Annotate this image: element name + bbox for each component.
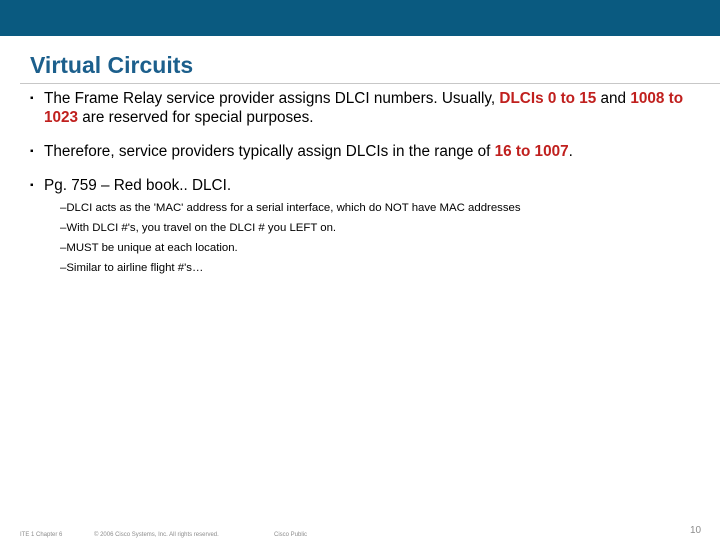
- footer-course: ITE 1 Chapter 6: [20, 532, 63, 538]
- footer-copyright: © 2006 Cisco Systems, Inc. All rights reserved.: [94, 532, 219, 538]
- sub-bullet-item: –With DLCI #'s, you travel on the DLCI # you LEFT on.: [60, 222, 337, 234]
- bullet-text: The Frame Relay service provider assigns DLCI numbers. Usually, DLCIs 0 to 15 and 1008 to 1023 are reserved for special purposes.: [44, 90, 684, 126]
- bullet-marker-icon: ▪: [30, 93, 34, 104]
- sub-bullet-item: –DLCI acts as the 'MAC' address for a serial interface, which do NOT have MAC addresses: [60, 202, 521, 214]
- slide-footer: [0, 525, 720, 540]
- page-number: 10: [690, 525, 702, 536]
- bullet-marker-icon: ▪: [30, 146, 34, 157]
- bullet-item: [30, 176, 710, 278]
- bullet-text: Therefore, service providers typically assign DLCIs in the range of 16 to 1007.: [44, 143, 573, 160]
- footer-classification: Cisco Public: [274, 532, 308, 538]
- bullet-marker-icon: ▪: [30, 180, 34, 191]
- slide-title: Virtual Circuits: [30, 52, 194, 78]
- bullet-item: [30, 89, 710, 127]
- sub-bullet-item: –MUST be unique at each location.: [60, 242, 238, 254]
- bullet-item: [30, 142, 710, 161]
- title-divider: [20, 83, 720, 84]
- bullet-list: [30, 89, 710, 293]
- sub-bullet-list: [44, 198, 710, 278]
- sub-bullet-item: –Similar to airline flight #'s…: [60, 262, 204, 274]
- top-banner: [0, 0, 720, 36]
- bullet-text: Pg. 759 – Red book.. DLCI.: [44, 177, 232, 194]
